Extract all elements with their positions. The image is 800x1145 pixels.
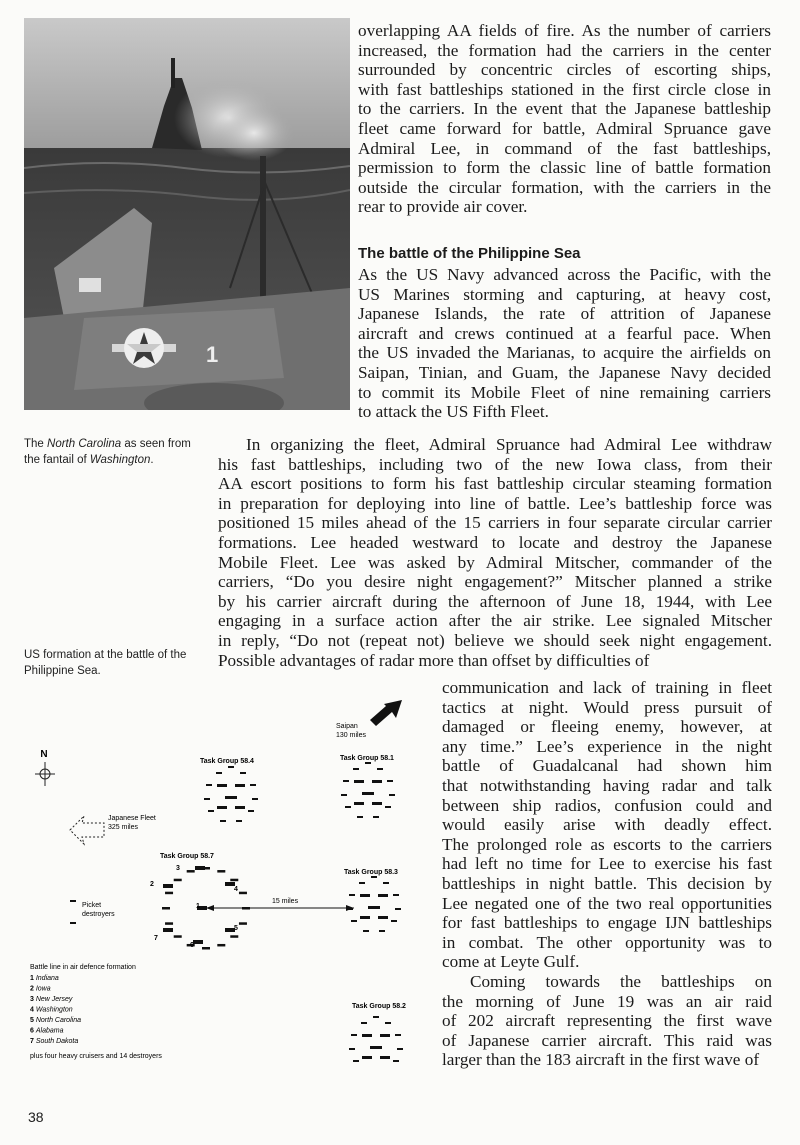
escort-mark [202, 947, 210, 950]
page-number: 38 [28, 1109, 44, 1125]
ship-mark [373, 1016, 379, 1018]
ship-mark [387, 780, 393, 782]
compass-icon [35, 762, 55, 786]
ship-mark [235, 784, 245, 787]
ship-mark [362, 792, 374, 795]
picket-label-2: destroyers [82, 911, 115, 918]
text-line: formations. Lee headed westward to locate and destroy the Japanese [218, 532, 772, 552]
ship-mark [368, 906, 380, 909]
escort-mark [239, 892, 247, 895]
ship-mark [397, 1048, 403, 1050]
text-line: to the carriers. In the event that the Japanese battleship [358, 99, 771, 119]
position-6: 6 [190, 942, 194, 949]
escort-mark [187, 870, 195, 873]
caption-ship-name: North Carolina [47, 438, 122, 450]
text-line: permission to form the classic line of battle formation [358, 158, 771, 178]
diagram-caption: US formation at the battle of the Philippine Sea. [24, 649, 187, 677]
text-line: the US invaded the Marianas, to acquire the airfields on [358, 343, 771, 363]
ship-mark [217, 806, 227, 809]
text-line: in combat. The other opportunity was to [442, 932, 772, 952]
ship-mark [362, 1034, 372, 1037]
paragraph-us-advance [358, 265, 771, 422]
position-5: 5 [234, 925, 238, 932]
legend-item: 4 Washington [30, 1006, 73, 1014]
ship-mark [393, 894, 399, 896]
escort-mark [174, 879, 182, 882]
task-group-label: Task Group 58.4 [200, 758, 254, 765]
position-7: 7 [154, 935, 158, 942]
text-line: Saipan, Tinian, and Guam, the Japanese Navy decided [358, 362, 771, 382]
text-line: damaged or fleeing enemy, however, at [442, 717, 772, 737]
ship-mark [379, 930, 385, 932]
text-line: larger than the 183 aircraft in the first wave of [442, 1050, 760, 1070]
ship-mark [235, 806, 245, 809]
paragraph-aa-formation [358, 21, 771, 217]
ship-mark [349, 1048, 355, 1050]
text-line: engaging in a surface action after the air strike. Lee signaled Mitscher [218, 611, 772, 631]
saipan-label: Saipan [336, 723, 358, 730]
battleship-mark [163, 928, 173, 932]
section-heading: The battle of the Philippine Sea [358, 245, 581, 262]
ship-mark [385, 1022, 391, 1024]
ship-mark [378, 916, 388, 919]
ship-mark [371, 876, 377, 878]
distance-label: 15 miles [272, 898, 299, 905]
caption-text: The [24, 438, 48, 450]
text-line: Coming towards the battleships on [470, 971, 772, 991]
battleship-mark [195, 866, 205, 870]
text-line: the morning of June 19 was an air raid [442, 991, 772, 1011]
text-line: Japanese Islands, the rate of attrition of Japanese [358, 304, 771, 324]
text-line: in preparation for deploying into line of battle. Lee’s battleship force was [218, 493, 772, 513]
ship-mark [228, 766, 234, 768]
escort-mark [165, 922, 173, 925]
text-line: Mobile Fleet. Lee was asked by Admiral Mitscher, commander of the [218, 552, 772, 572]
ship-mark [357, 816, 363, 818]
ship-mark [252, 798, 258, 800]
ship-mark [220, 820, 226, 822]
text-line: AA escort positions to form his fast battleship circular steaming formation [218, 474, 772, 494]
battleship-photo [24, 18, 350, 410]
text-line: come at Leyte Gulf. [442, 952, 580, 972]
text-line: Possible advantages of radar more than offset by difficulties of [218, 650, 650, 670]
task-group-formations [204, 762, 403, 1070]
saipan-arrow-icon [370, 700, 402, 726]
text-line: overlapping AA fields of fire. As the number of carriers [358, 21, 771, 40]
ship-mark [395, 908, 401, 910]
photo-image [24, 18, 350, 410]
text-line: carriers, “Do you desire night engagement?” Mitscher planned a strike [218, 572, 772, 592]
escort-mark [162, 907, 170, 910]
ship-mark [217, 784, 227, 787]
position-3: 3 [176, 865, 180, 872]
ship-mark [208, 810, 214, 812]
ship-mark [353, 1060, 359, 1062]
ship-mark [395, 1034, 401, 1036]
ship-mark [385, 806, 391, 808]
text-line: aircraft and crews continued at a fearful pace. When [358, 323, 771, 343]
ship-mark [361, 1022, 367, 1024]
ship-mark [351, 920, 357, 922]
text-line: any time.” Lee’s experience in the night [442, 736, 772, 756]
ship-mark [225, 796, 237, 799]
legend-item: 2 Iowa [30, 985, 51, 993]
ship-mark [362, 1056, 372, 1059]
text-line: In organizing the fleet, Admiral Spruance had Admiral Lee withdraw [246, 435, 772, 454]
ship-mark [391, 920, 397, 922]
escort-mark [174, 935, 182, 938]
ship-mark [372, 802, 382, 805]
legend-title: Battle line in air defence formation [30, 964, 136, 971]
text-line: tactics at night. Would press pursuit of [442, 697, 772, 717]
ship-mark [365, 762, 371, 764]
escort-mark [217, 870, 225, 873]
ship-mark [370, 1046, 382, 1049]
ship-mark [353, 768, 359, 770]
caption-text: as seen from the fantail of [24, 438, 191, 466]
text-line: outside the circular formation, with the carriers in the [358, 177, 771, 197]
escort-mark [230, 879, 238, 882]
ship-mark [248, 810, 254, 812]
photo-caption [24, 436, 204, 468]
legend-item: 3 New Jersey [30, 996, 73, 1003]
battleship-mark [193, 940, 203, 944]
text-line: positioned 15 miles ahead of the 15 carriers in four separate circular carrier [218, 513, 772, 533]
legend-footer: plus four heavy cruisers and 14 destroyers [30, 1053, 162, 1060]
text-line: his fast battleships, including two of the new Iowa class, from their [218, 454, 772, 474]
ship-mark [380, 1034, 390, 1037]
japanese-fleet-arrow-icon [70, 816, 104, 844]
battleship-mark [163, 884, 173, 888]
paragraph-fleet-organization [218, 435, 772, 670]
task-group-label: Task Group 58.1 [340, 755, 394, 762]
north-label: N [40, 749, 48, 760]
text-line: surrounded by concentric circles of escorting ships, [358, 60, 771, 80]
ship-mark [343, 780, 349, 782]
text-line: between ship radios, confusion could and [442, 795, 772, 815]
escort-mark [230, 935, 238, 938]
ship-mark [345, 806, 351, 808]
battle-line-legend [30, 964, 162, 1060]
task-group-label: Task Group 58.3 [344, 869, 398, 876]
ship-mark [360, 894, 370, 897]
ship-mark [383, 882, 389, 884]
text-line: that notwithstanding having radar and talk [442, 775, 772, 795]
ship-mark [240, 772, 246, 774]
ship-mark [204, 798, 210, 800]
plane-number: 1 [206, 342, 219, 367]
ship-mark [380, 1056, 390, 1059]
text-line: battleships in night battle. This decision by [442, 873, 772, 893]
picket-label: Picket [82, 902, 102, 909]
ship-mark [216, 772, 222, 774]
saipan-distance: 130 miles [336, 732, 366, 739]
text-line: US Marines storming and capturing, at heavy cost, [358, 284, 771, 304]
legend-item: 7 South Dakota [30, 1038, 79, 1045]
ship-mark [236, 820, 242, 822]
position-1: 1 [196, 903, 200, 910]
text-line: by his carrier aircraft during the afternoon of June 18, 1944, with Lee [218, 591, 772, 611]
text-line: to attack the US Fifth Fleet. [358, 402, 549, 422]
ship-mark [372, 780, 382, 783]
task-group-label: Task Group 58.7 [160, 853, 214, 860]
text-line: for fast battleships to engage IJN battleships [442, 913, 772, 933]
text-line: of 202 aircraft representing the first wave [442, 1011, 772, 1031]
ship-mark [360, 916, 370, 919]
text-line: rear to provide air cover. [358, 197, 528, 217]
caption-text: . [150, 454, 154, 466]
formation-diagram [24, 690, 434, 1070]
ship-mark [359, 882, 365, 884]
text-line: Lee negated one of the two real opportunities [442, 893, 772, 913]
ship-mark [377, 768, 383, 770]
japanese-fleet-label: Japanese Fleet [108, 815, 156, 822]
ship-mark [341, 794, 347, 796]
legend-item: 5 North Carolina [30, 1017, 81, 1024]
ship-mark [354, 780, 364, 783]
ship-mark [351, 1034, 357, 1036]
position-4: 4 [234, 886, 238, 893]
escort-mark [217, 944, 225, 947]
japanese-fleet-distance: 325 miles [108, 824, 138, 831]
text-line: As the US Navy advanced across the Pacific, with the [358, 265, 771, 284]
ship-mark [393, 1060, 399, 1062]
ship-mark [389, 794, 395, 796]
escort-mark [165, 892, 173, 895]
ship-mark [349, 894, 355, 896]
text-line: of Japanese carrier aircraft. This raid was [442, 1030, 772, 1050]
text-line: The prolonged role as escorts to the carriers [442, 834, 772, 854]
legend-item: 1 Indiana [30, 975, 59, 982]
ship-mark [206, 784, 212, 786]
text-line: in reply, “Do not (repeat not) believe we should seek night engagement. [218, 630, 772, 650]
ship-mark [363, 930, 369, 932]
text-line: Admiral Lee, in command of the fast battleships, [358, 138, 771, 158]
ship-mark [354, 802, 364, 805]
text-line: battle of Guadalcanal had shown him [442, 756, 772, 776]
text-line: increased, the formation had the carriers in the center [358, 40, 771, 60]
text-line: would easily arise with deadly effect. [442, 815, 772, 835]
text-line: communication and lack of training in fleet [442, 678, 772, 697]
task-group-label: Task Group 58.2 [352, 1003, 406, 1010]
text-line: to commit its Mobile Fleet of nine remaining carriers [358, 382, 771, 402]
paragraph-lee-reply [442, 678, 772, 1070]
legend-item: 6 Alabama [30, 1027, 64, 1035]
position-2: 2 [150, 881, 154, 888]
escort-mark [239, 922, 247, 925]
ship-mark [373, 816, 379, 818]
caption-ship-name: Washington [89, 454, 151, 466]
text-line: fleet came forward for battle, Admiral Spruance gave [358, 118, 771, 138]
ship-mark [378, 894, 388, 897]
text-line: with fast battleships stationed in the first circle close in [358, 79, 771, 99]
ship-mark [250, 784, 256, 786]
text-line: had left no time for Lee to exercise his fast [442, 854, 772, 874]
